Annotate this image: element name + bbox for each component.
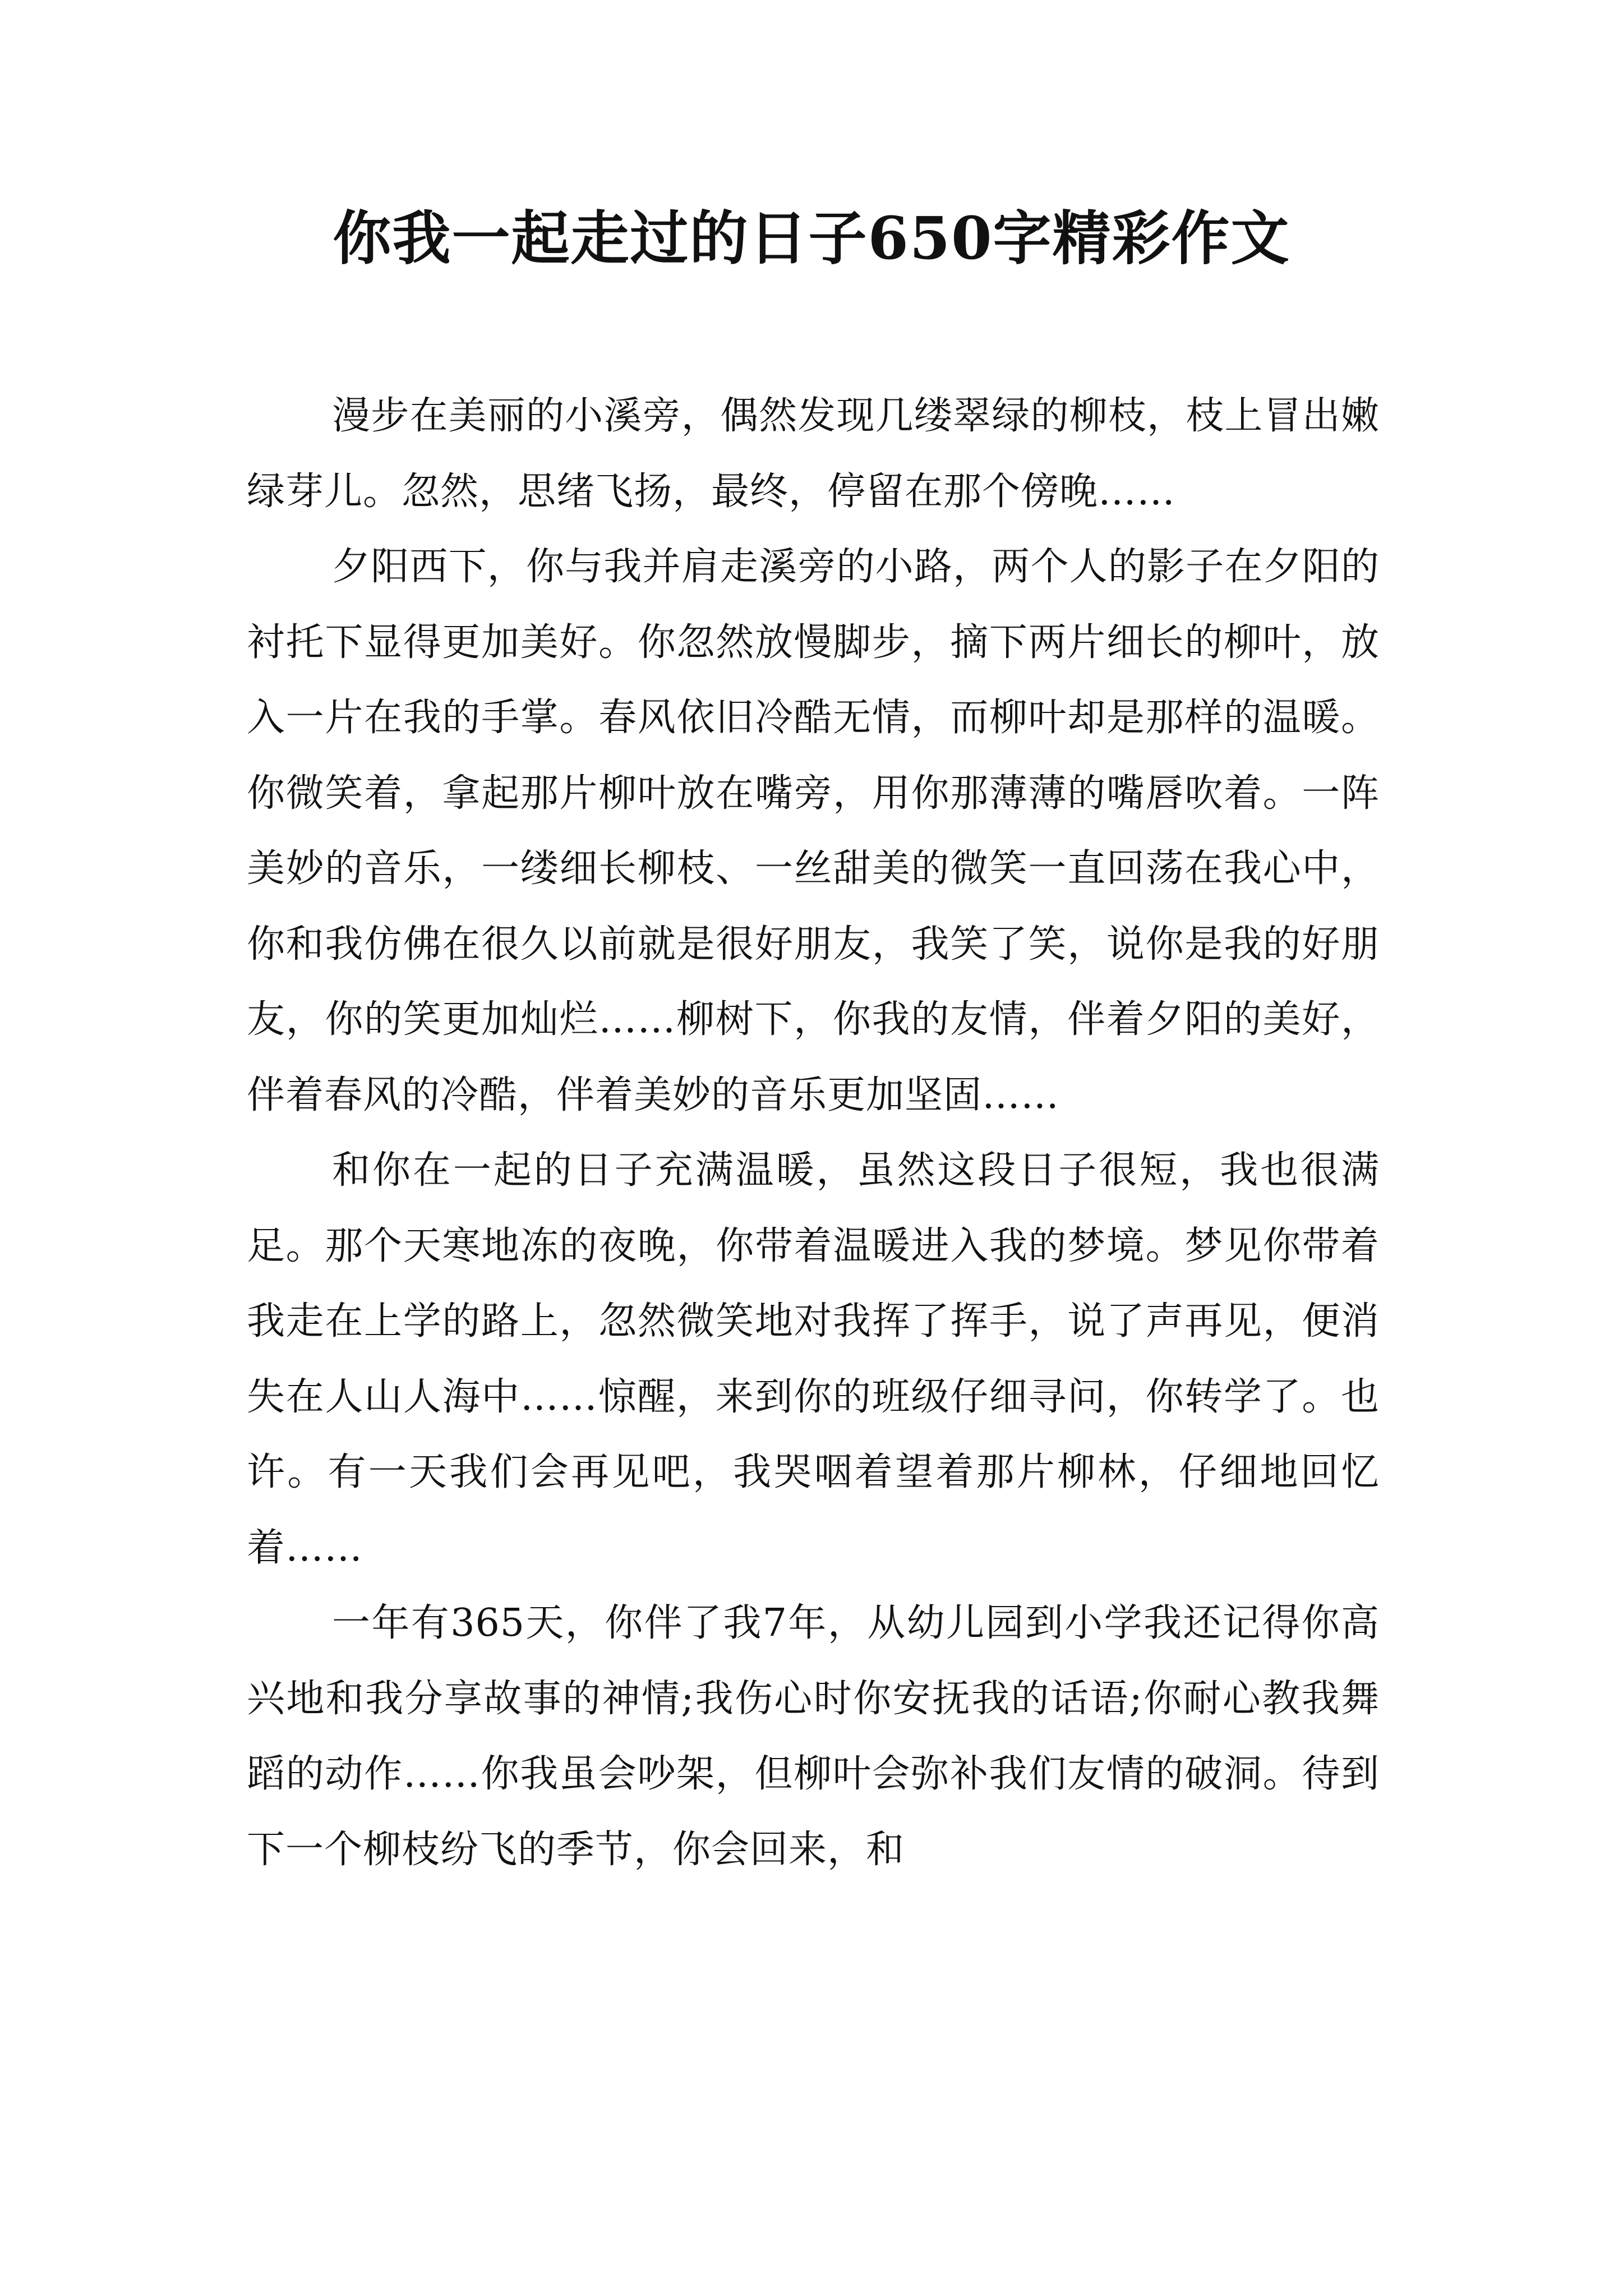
paragraph-2: 夕阳西下，你与我并肩走溪旁的小路，两个人的影子在夕阳的衬托下显得更加美好。你忽然放慢脚步，摘下两片细长的柳叶，放入一片在我的手掌。春风依旧冷酷无情，而柳叶却是那样的温暖。你微笑着，拿起那片柳叶放在嘴旁，用你那薄薄的嘴唇吹着。一阵美妙的音乐，一缕细长柳枝、一丝甜美的微笑一直回荡在我心中，你和我仿佛在很久以前就是很好朋友，我笑了笑，说你是我的好朋友，你的笑更加灿烂……柳树下，你我的友情，伴着夕阳的美好，伴着春风的冷酷，伴着美妙的音乐更加坚固…… [247,545,1380,1117]
document-body [247,379,1380,1888]
paragraph-3: 和你在一起的日子充满温暖，虽然这段日子很短，我也很满足。那个天寒地冻的夜晚，你带着温暖进入我的梦境。梦见你带着我走在上学的路上，忽然微笑地对我挥了挥手，说了声再见，便消失在人山人海中……惊醒，来到你的班级仔细寻问，你转学了。也许。有一天我们会再见吧，我哭咽着望着那片柳林，仔细地回忆着…… [247,1148,1380,1570]
paragraph-1: 漫步在美丽的小溪旁，偶然发现几缕翠绿的柳枝，枝上冒出嫩绿芽儿。忽然，思绪飞扬，最终，停留在那个傍晚…… [247,394,1380,514]
paragraph-4: 一年有365天，你伴了我7年，从幼儿园到小学我还记得你高兴地和我分享故事的神情;我伤心时你安抚我的话语;你耐心教我舞蹈的动作……你我虽会吵架，但柳叶会弥补我们友情的破洞。待到下一个柳枝纷飞的季节，你会回来，和 [247,1601,1380,1872]
document-title: 你我一起走过的日子650字精彩作文 [333,204,1290,273]
